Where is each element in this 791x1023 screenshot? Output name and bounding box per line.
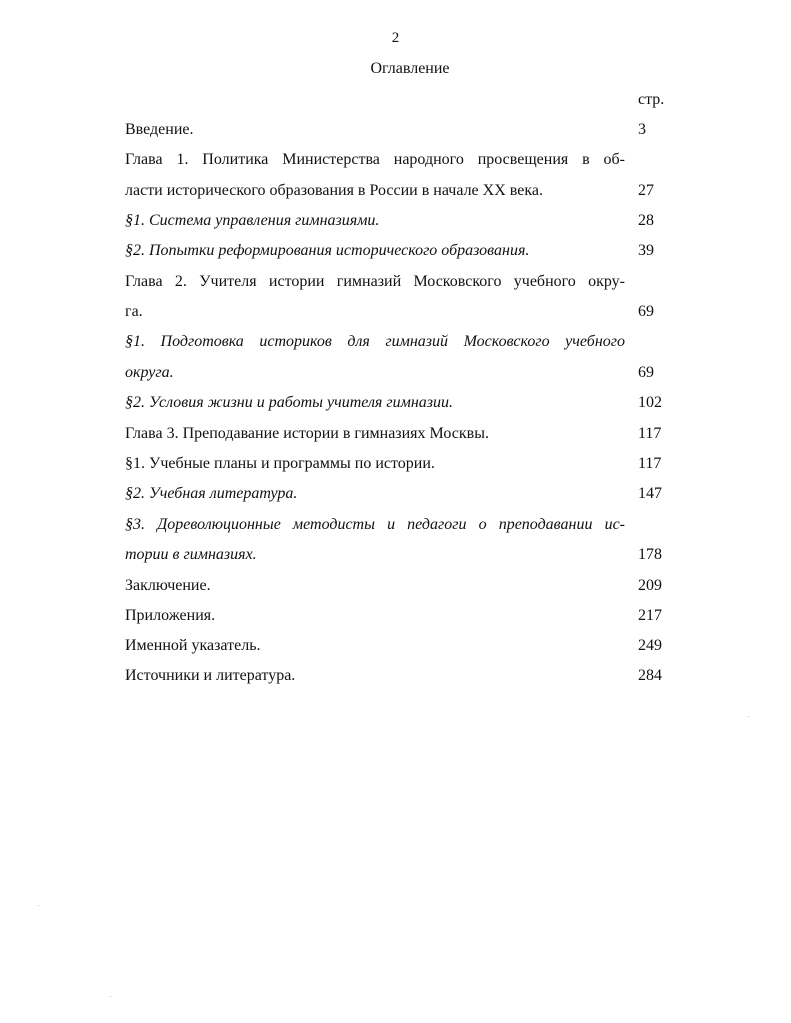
scan-speck <box>748 716 749 717</box>
toc-entry-chapter-1-section-2: §2. Попытки реформирования исторического образования. <box>125 242 530 259</box>
toc-page-chapter-3: 117 <box>638 425 662 442</box>
toc-page-chapter-1: 27 <box>638 182 654 199</box>
toc-page-chapter-1-section-1: 28 <box>638 212 654 229</box>
toc-page-chapter-1-section-2: 39 <box>638 242 654 259</box>
toc-page-chapter-3-section-1: 117 <box>638 455 662 472</box>
toc-page-chapter-2: 69 <box>638 303 654 320</box>
toc-entry-appendices: Приложения. <box>125 607 216 624</box>
toc-entry-intro: Введение. <box>125 121 194 138</box>
toc-entry-chapter-2-section-2: §2. Условия жизни и работы учителя гимназии. <box>125 394 453 411</box>
page-title: Оглавление <box>370 60 450 77</box>
toc-entry-chapter-2-line-2: га. <box>125 303 143 320</box>
page-number: 2 <box>391 30 400 46</box>
toc-entry-name-index: Именной указатель. <box>125 637 261 654</box>
scan-speck <box>38 905 39 906</box>
toc-entry-chapter-2-section-1-line-2: округа. <box>125 364 174 381</box>
toc-page-sources: 284 <box>638 667 662 684</box>
toc-entry-chapter-3-section-3-line-1: §3. Дореволюционные методисты и педагоги о преподавании ис- <box>125 516 625 533</box>
toc-entry-chapter-1-line-2: ласти исторического образования в России в начале XX века. <box>125 182 543 199</box>
scan-speck <box>110 996 111 997</box>
toc-page-chapter-2-section-2: 102 <box>638 394 662 411</box>
toc-entry-conclusion: Заключение. <box>125 577 211 594</box>
toc-page-chapter-3-section-3: 178 <box>638 546 662 563</box>
toc-entry-chapter-2-line-1: Глава 2. Учителя истории гимназий Московского учебного окру- <box>125 273 625 290</box>
toc-entry-chapter-3: Глава 3. Преподавание истории в гимназиях Москвы. <box>125 425 489 442</box>
pages-column-header: стр. <box>638 91 665 108</box>
toc-page-name-index: 249 <box>638 637 662 654</box>
toc-entry-chapter-3-section-2: §2. Учебная литература. <box>125 485 298 502</box>
toc-page-chapter-3-section-2: 147 <box>638 485 662 502</box>
toc-entry-chapter-1-line-1: Глава 1. Политика Министерства народного просвещения в об- <box>125 151 625 168</box>
toc-entry-chapter-3-section-3-line-2: тории в гимназиях. <box>125 546 257 563</box>
toc-entry-sources: Источники и литература. <box>125 667 296 684</box>
toc-page-intro: 3 <box>638 121 646 138</box>
toc-entry-chapter-2-section-1-line-1: §1. Подготовка историков для гимназий Московского учебного <box>125 333 625 350</box>
toc-page-conclusion: 209 <box>638 577 662 594</box>
toc-entry-chapter-1-section-1: §1. Система управления гимназиями. <box>125 212 380 229</box>
toc-page-chapter-2-section-1: 69 <box>638 364 654 381</box>
toc-entry-chapter-3-section-1: §1. Учебные планы и программы по истории. <box>125 455 435 472</box>
toc-page-appendices: 217 <box>638 607 662 624</box>
